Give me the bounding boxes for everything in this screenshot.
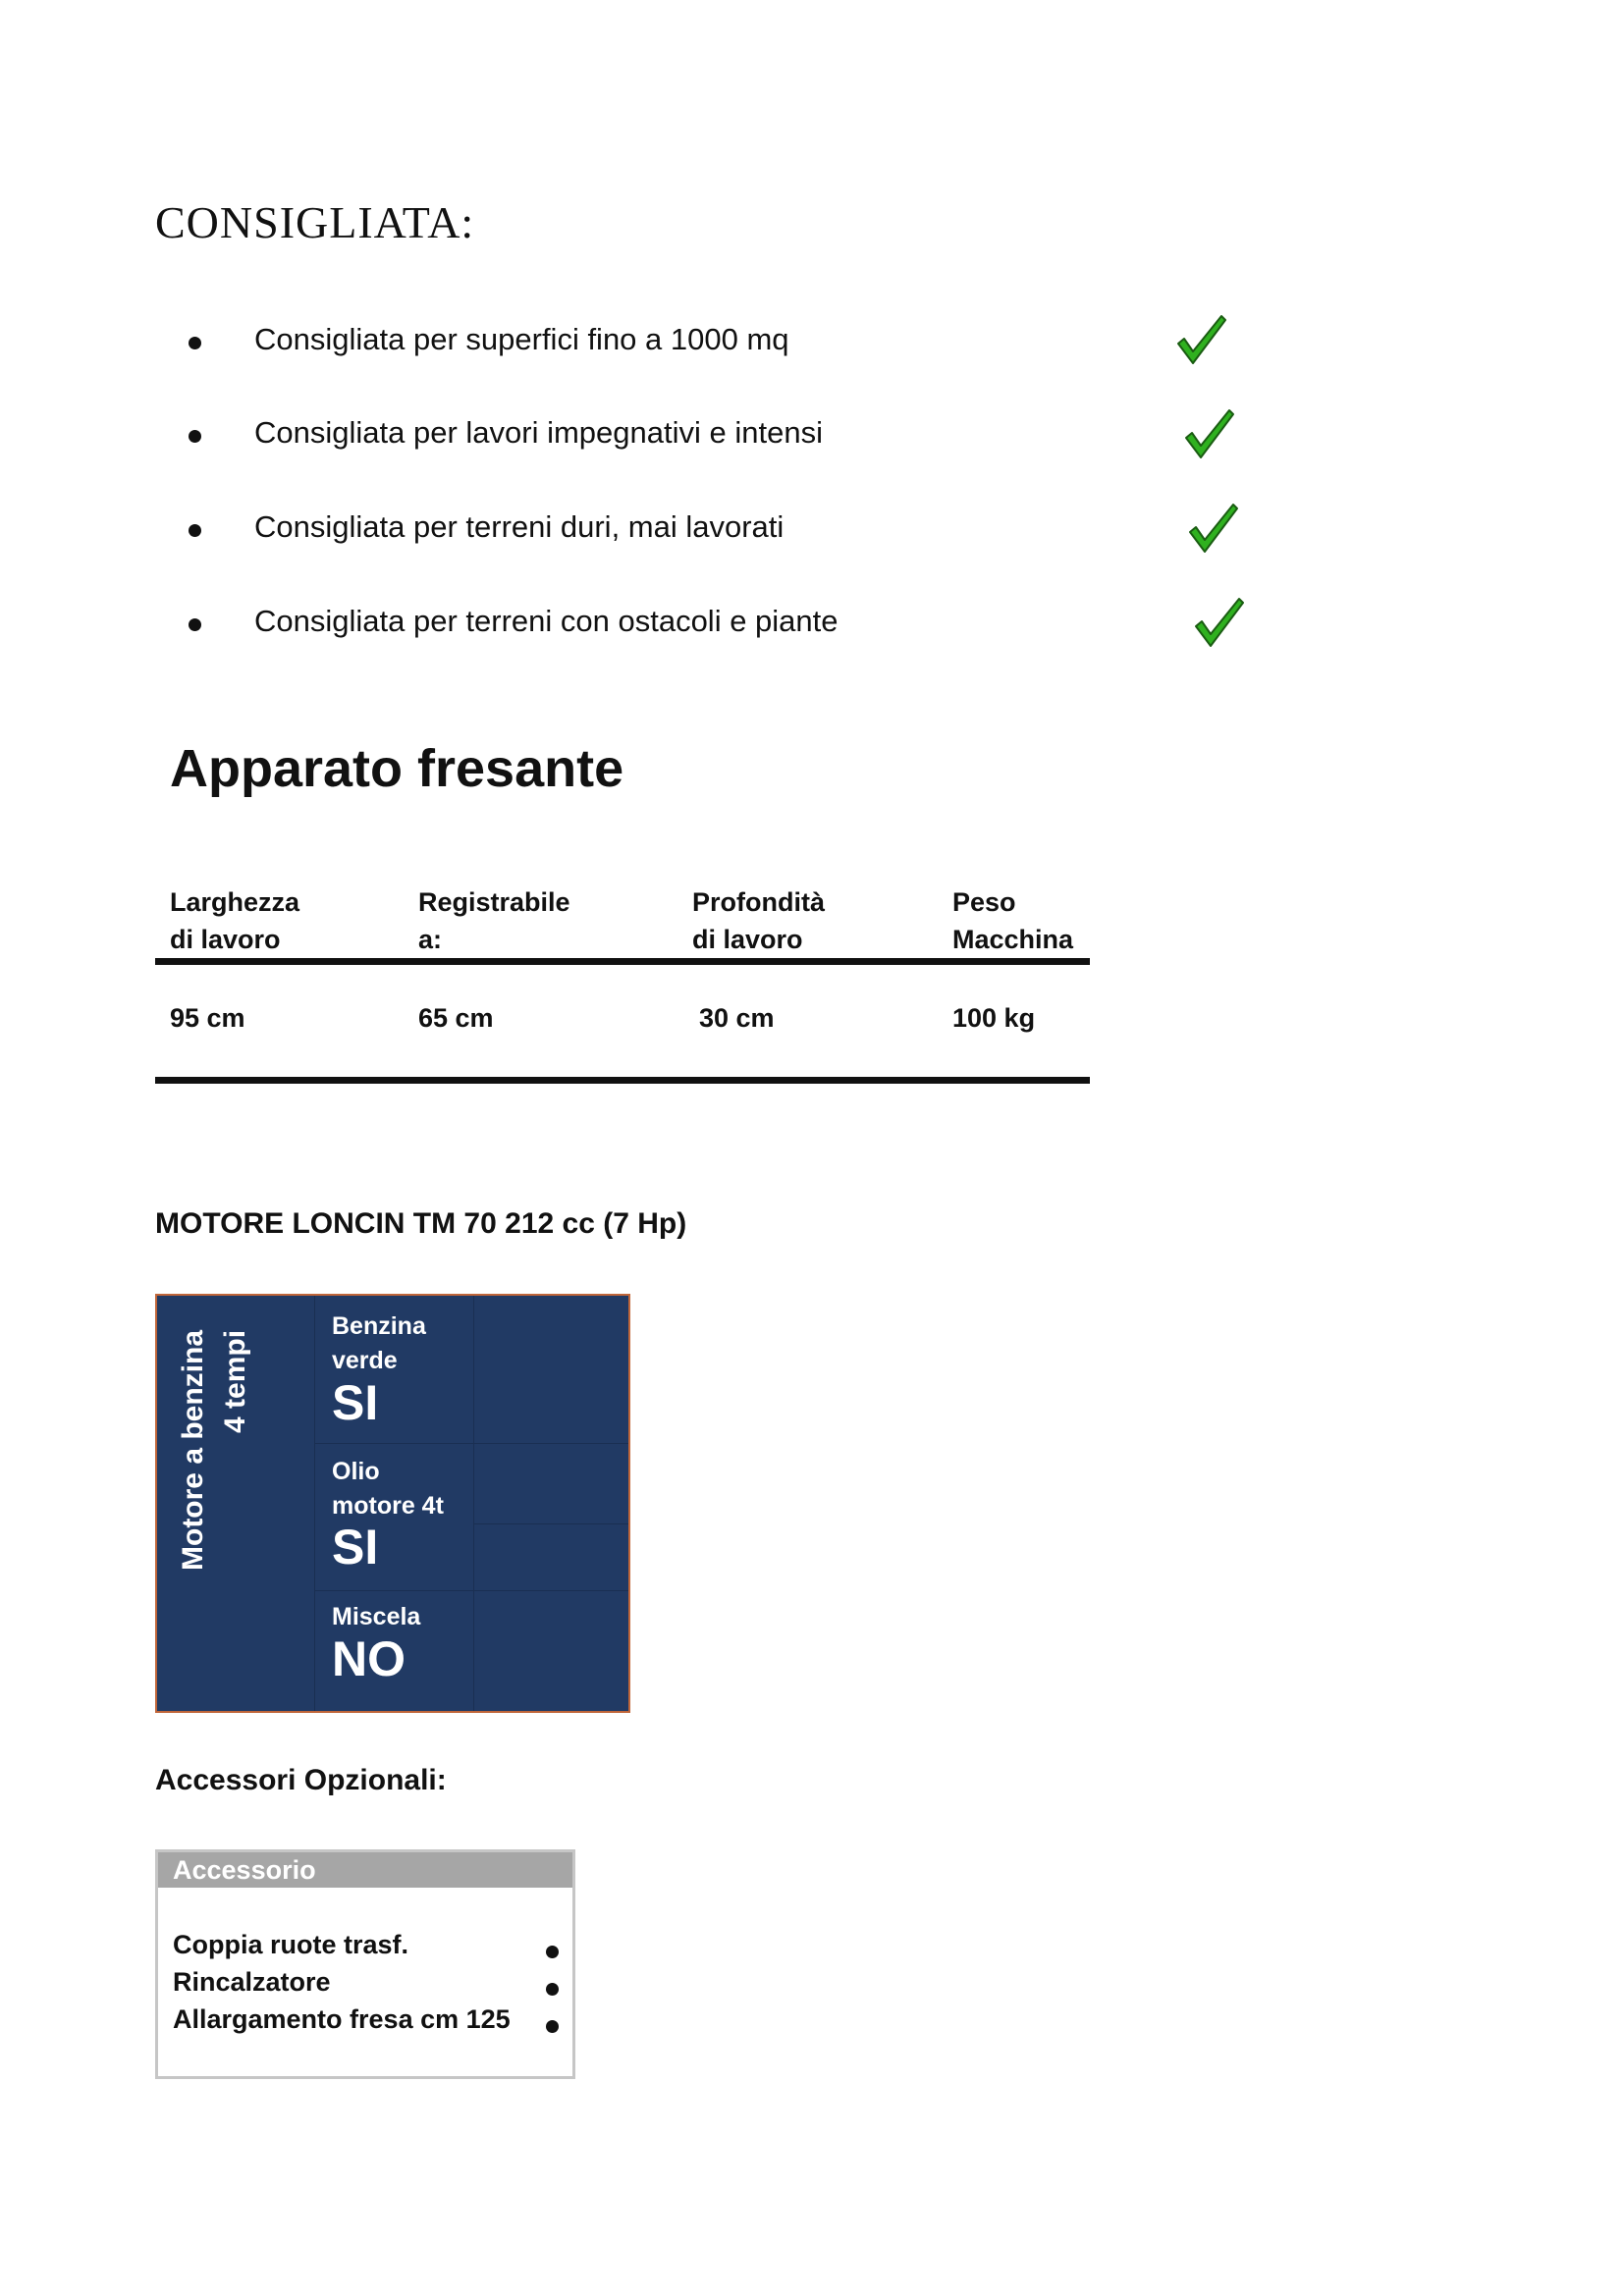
fuel-value: SI [332,1375,379,1430]
accessories-header-label: Accessorio [173,1855,316,1885]
engine-title: MOTORE LONCIN TM 70 212 cc (7 Hp) [155,1207,687,1240]
green-checkmark-icon [1192,595,1247,650]
bullet-icon [546,1946,559,1958]
accessories-table [155,1849,575,2079]
fuel-label [332,1309,426,1378]
green-checkmark-icon [1186,501,1241,556]
recommended-item-text: Consigliata per superfici fino a 1000 mq [254,322,789,356]
fuel-label-line: verde [332,1347,398,1374]
accessory-item: Coppia ruote trasf. [173,1930,409,1959]
green-checkmark-icon [1174,312,1229,367]
fuel-value: SI [332,1520,379,1575]
fuel-label-line: motore 4t [332,1492,444,1520]
spec-header-line: Registrabile [418,887,570,917]
bullet-icon [189,524,201,537]
fuel-label [332,1455,444,1523]
spec-header-line: Larghezza [170,887,300,917]
recommended-item-text: Consigliata per terreni con ostacoli e piante [254,604,839,638]
recommended-item-text: Consigliata per lavori impegnativi e intensi [254,415,823,450]
accessory-item: Rincalzatore [173,1967,331,1997]
accessories-header [158,1852,572,1888]
fuel-label-line: Miscela [332,1603,421,1630]
spec-value-weight: 100 kg [952,1003,1036,1033]
engine-type-line2: 4 tempi [219,1329,251,1433]
spec-value-depth: 30 cm [699,1003,775,1033]
spec-header-line: a: [418,925,443,954]
bullet-icon [189,337,201,349]
spec-value-adjustable: 65 cm [418,1003,494,1033]
tiller-title: Apparato fresante [170,739,624,798]
spec-header-adjustable [418,883,570,958]
fuel-label [332,1600,420,1634]
spec-header-width [170,883,299,958]
fuel-value: NO [332,1631,406,1686]
accessories-title: Accessori Opzionali: [155,1764,447,1796]
fuel-label-line: Olio [332,1458,380,1485]
fuel-label-line: Benzina [332,1312,426,1340]
spec-header-depth [692,883,825,958]
bullet-icon [189,618,201,631]
spec-header-line: Profondità [692,887,825,917]
accessory-item: Allargamento fresa cm 125 [173,2004,511,2034]
bullet-icon [189,430,201,443]
spec-header-line: di lavoro [170,925,281,954]
bullet-icon [546,2020,559,2033]
engine-spec-box [155,1294,630,1713]
spec-value-width: 95 cm [170,1003,245,1033]
recommended-item-text: Consigliata per terreni duri, mai lavorati [254,509,785,544]
recommended-title: CONSIGLIATA: [155,197,475,247]
spec-header-line: Peso [952,887,1016,917]
green-checkmark-icon [1182,406,1237,461]
spec-header-weight [952,883,1073,958]
spec-header-line: Macchina [952,925,1074,954]
table-rule-bottom [155,1077,1090,1084]
spec-header-line: di lavoro [692,925,803,954]
table-rule-top [155,958,1090,965]
bullet-icon [546,1983,559,1996]
engine-type-line1: Motore a benzina [177,1329,209,1571]
